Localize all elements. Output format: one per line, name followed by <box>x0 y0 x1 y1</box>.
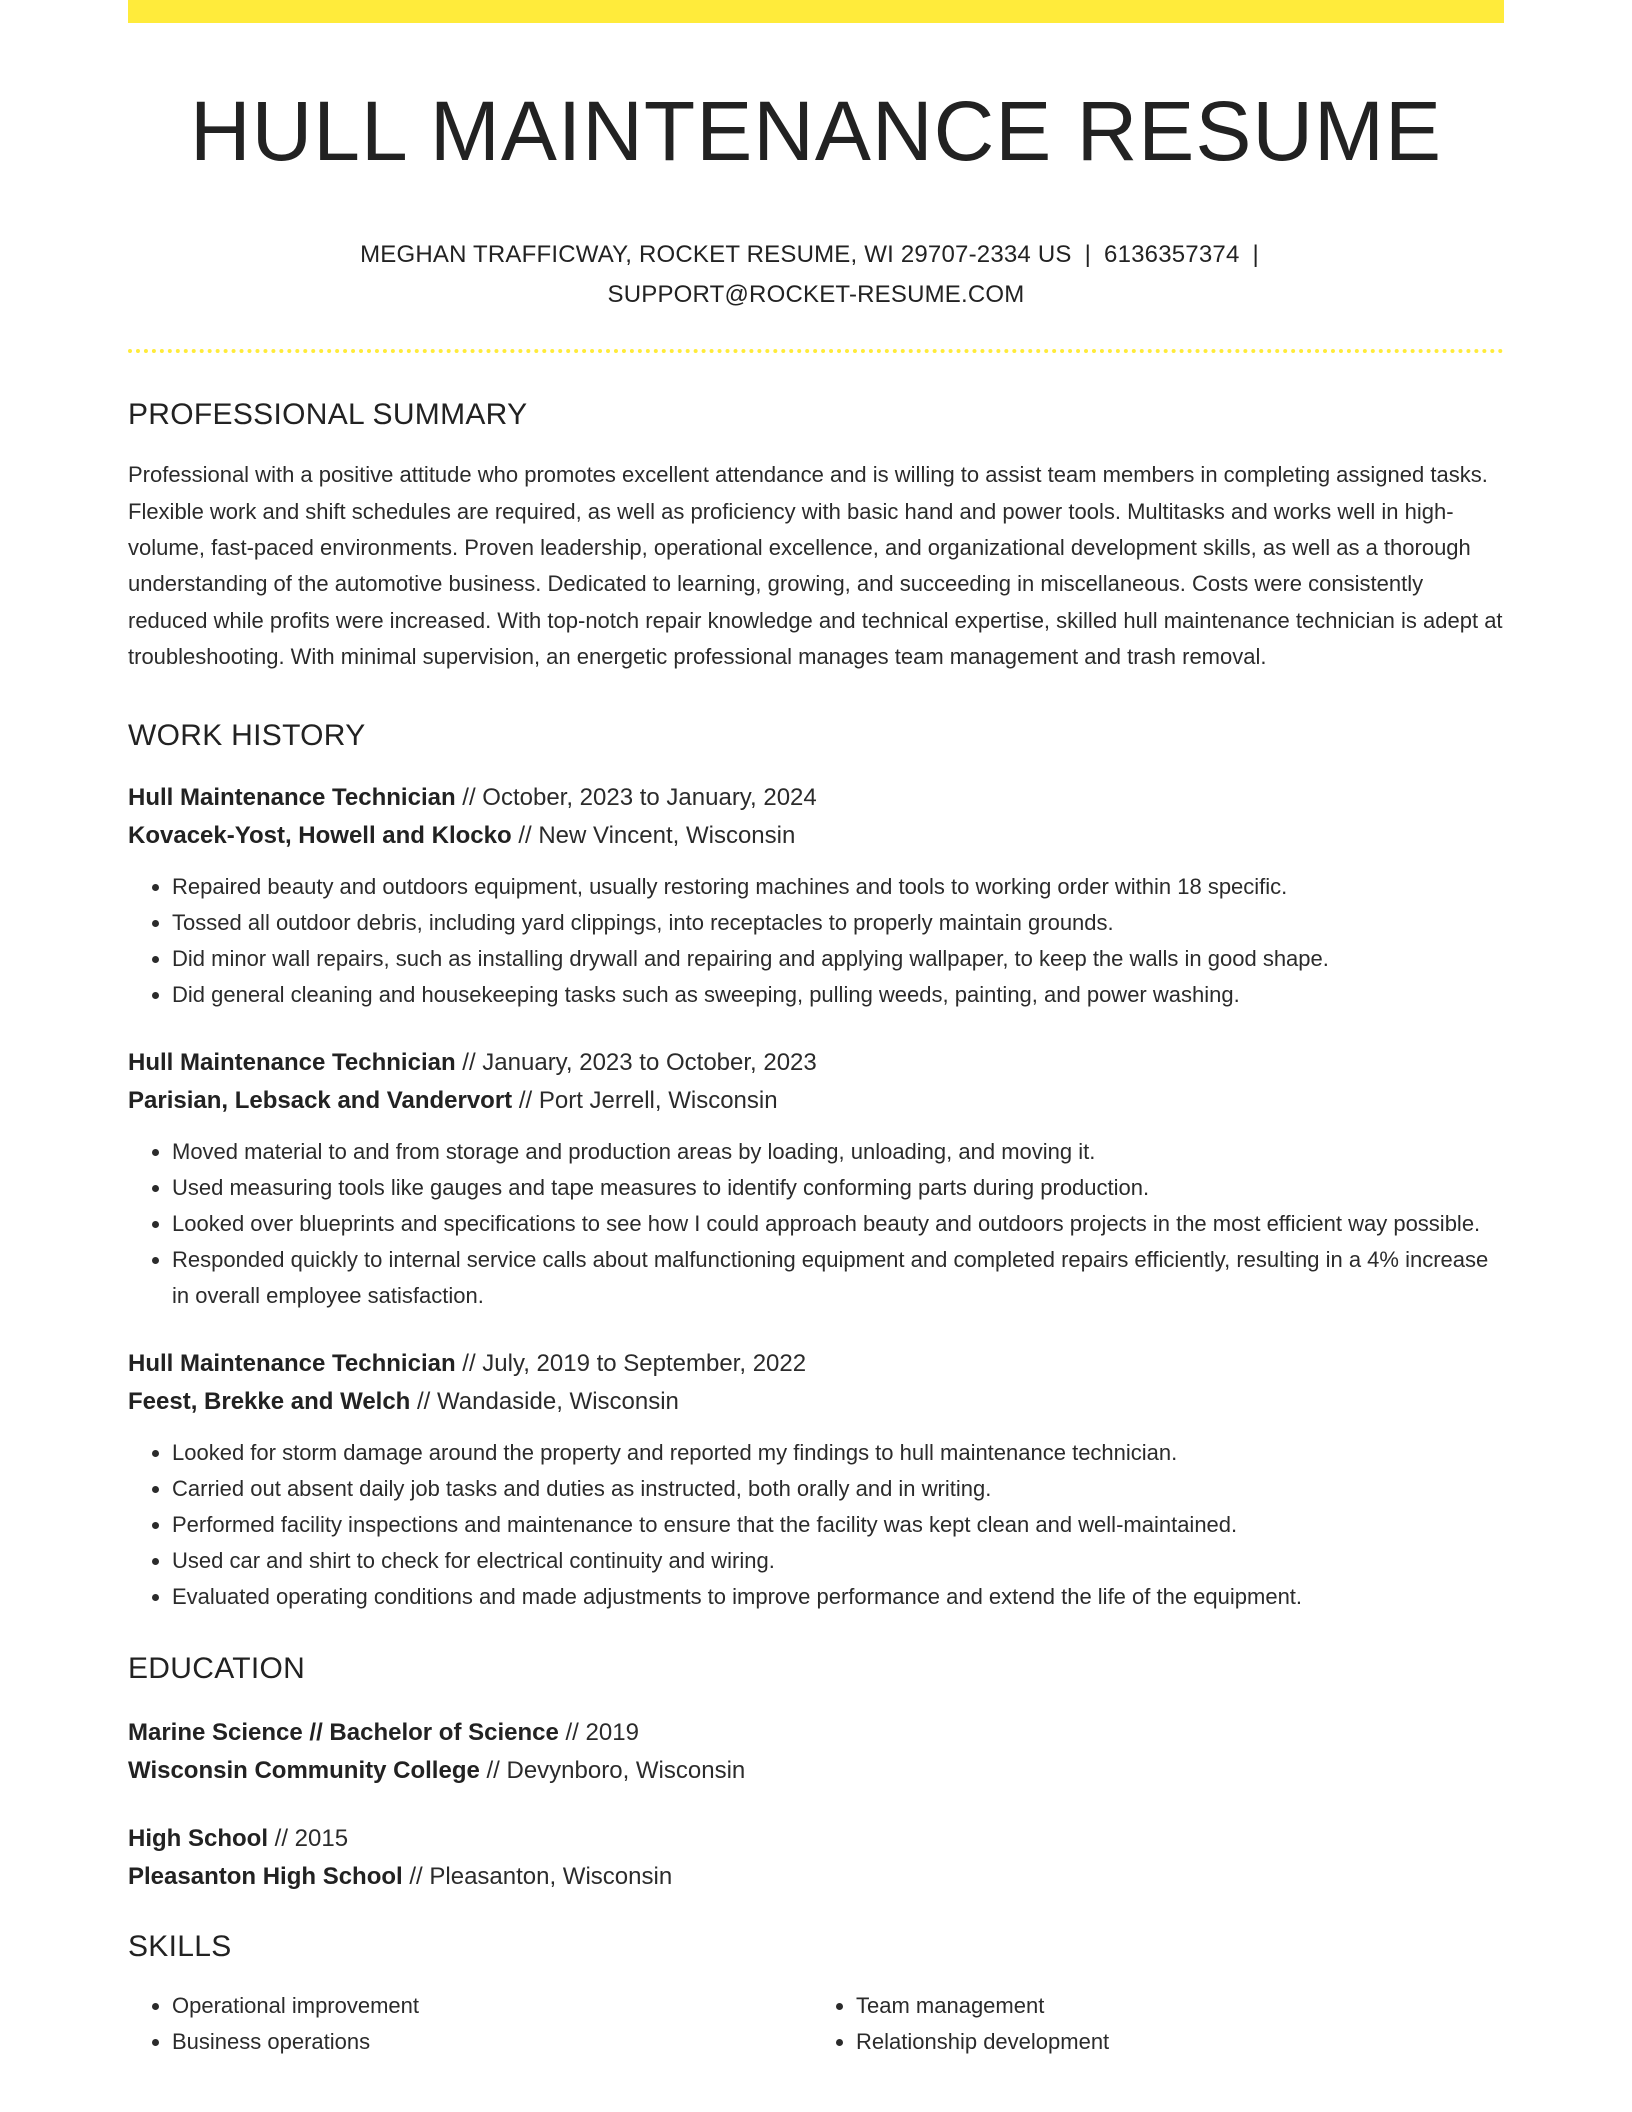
job-bullet: • Moved material to and from storage and production areas by loading, unloading, and moving it. <box>172 1134 1504 1170</box>
work-history-heading: WORK HISTORY <box>128 719 366 753</box>
skills-list <box>128 1988 1504 2060</box>
education-location: // Pleasanton, Wisconsin <box>409 1863 673 1891</box>
contact-separator: | <box>1252 241 1259 269</box>
job-bullet: • Used car and shirt to check for electrical continuity and wiring. <box>172 1543 1504 1579</box>
job-bullet: • Looked over blueprints and specifications to see how I could approach beauty and outdoors projects in the most efficient way possible. <box>172 1206 1504 1242</box>
job-title-line <box>128 779 1504 817</box>
job-title-line <box>128 1345 1504 1383</box>
education-degree: Marine Science // Bachelor of Science <box>128 1719 559 1747</box>
job-location: // New Vincent, Wisconsin <box>518 822 796 850</box>
job-dates: // January, 2023 to October, 2023 <box>462 1049 817 1077</box>
education-school: Wisconsin Community College <box>128 1757 480 1785</box>
job-bullet: • Repaired beauty and outdoors equipment, usually restoring machines and tools to working order within 18 specific. <box>172 869 1504 905</box>
education-heading: EDUCATION <box>128 1652 306 1686</box>
education-degree-line <box>128 1714 1504 1752</box>
summary-heading: PROFESSIONAL SUMMARY <box>128 398 528 432</box>
job-title: Hull Maintenance Technician <box>128 1350 456 1378</box>
skill-item: • Business operations <box>172 2024 812 2060</box>
job-title-line <box>128 1044 1504 1082</box>
contact-line <box>128 235 1504 315</box>
job-dates: // July, 2019 to September, 2022 <box>462 1350 807 1378</box>
job-bullet: • Tossed all outdoor debris, including yard clippings, into receptacles to properly maintain grounds. <box>172 905 1504 941</box>
summary-text: Professional with a positive attitude who promotes excellent attendance and is willing to assist team members in completing assigned tasks. Flexible work and shift schedules are required, as well as proficiency with basic hand and power tools. Multitasks and works well in high-volume, fast-paced environments. Proven leadership, operational excellence, and organizational development skills, as well as a thorough understanding of the automotive business. Dedicated to learning, growing, and succeeding in miscellaneous. Costs were consistently reduced while profits were increased. With top-notch repair knowledge and technical expertise, skilled hull maintenance technician is adept at troubleshooting. With minimal supervision, an energetic professional manages team management and trash removal. <box>128 462 1503 669</box>
education-entry <box>128 1714 1504 1790</box>
contact-email: SUPPORT@ROCKET-RESUME.COM <box>607 281 1025 309</box>
education-entry <box>128 1820 1504 1896</box>
job-location: // Port Jerrell, Wisconsin <box>518 1087 778 1115</box>
skills-column-left <box>128 1988 812 2060</box>
job-company-line <box>128 1082 1504 1120</box>
job-location: // Wandaside, Wisconsin <box>417 1388 679 1416</box>
education-year: // 2019 <box>565 1719 639 1747</box>
education-school: Pleasanton High School <box>128 1863 403 1891</box>
job-company: Kovacek-Yost, Howell and Klocko <box>128 822 512 850</box>
job-entry <box>128 779 1504 1013</box>
accent-top-bar <box>128 0 1504 23</box>
job-company: Parisian, Lebsack and Vandervort <box>128 1087 513 1115</box>
resume-title: HULL MAINTENANCE RESUME <box>189 84 1443 178</box>
job-entry <box>128 1345 1504 1615</box>
job-bullet: • Used measuring tools like gauges and tape measures to identify conforming parts during production. <box>172 1170 1504 1206</box>
skill-item: • Operational improvement <box>172 1988 812 2024</box>
skill-item: • Team management <box>856 1988 1496 2024</box>
education-degree: High School <box>128 1825 268 1853</box>
education-year: // 2015 <box>274 1825 349 1853</box>
job-title: Hull Maintenance Technician <box>128 784 456 812</box>
skill-item: • Relationship development <box>856 2024 1496 2060</box>
job-bullet: • Looked for storm damage around the property and reported my findings to hull maintenance technician. <box>172 1435 1504 1471</box>
education-school-line <box>128 1858 1504 1896</box>
job-bullets <box>128 869 1504 1013</box>
education-degree-line <box>128 1820 1504 1858</box>
resume-page <box>128 0 1504 2060</box>
job-bullets <box>128 1134 1504 1314</box>
job-title: Hull Maintenance Technician <box>128 1049 456 1077</box>
job-bullet: • Carried out absent daily job tasks and duties as instructed, both orally and in writing. <box>172 1471 1504 1507</box>
education-school-line <box>128 1752 1504 1790</box>
contact-separator: | <box>1084 241 1092 269</box>
job-dates: // October, 2023 to January, 2024 <box>462 784 817 812</box>
education-location: // Devynboro, Wisconsin <box>486 1757 746 1785</box>
job-bullets <box>128 1435 1504 1615</box>
job-bullet: • Did general cleaning and housekeeping tasks such as sweeping, pulling weeds, painting, and power washing. <box>172 977 1504 1013</box>
job-bullet: • Evaluated operating conditions and made adjustments to improve performance and extend the life of the equipment. <box>172 1579 1504 1615</box>
job-company-line <box>128 1383 1504 1421</box>
job-company-line <box>128 817 1504 855</box>
job-company: Feest, Brekke and Welch <box>128 1388 411 1416</box>
job-bullet: • Did minor wall repairs, such as installing drywall and repairing and applying wallpaper, to keep the walls in good shape. <box>172 941 1504 977</box>
contact-address: MEGHAN TRAFFICWAY, ROCKET RESUME, WI 29707-2334 US <box>360 241 1072 269</box>
job-bullet: • Responded quickly to internal service calls about malfunctioning equipment and completed repairs efficiently, resulting in a 4% increase in overall employee satisfaction. <box>172 1242 1504 1314</box>
dotted-divider <box>128 349 1504 353</box>
job-entry <box>128 1044 1504 1314</box>
skills-column-right <box>812 1988 1496 2060</box>
job-bullet: • Performed facility inspections and maintenance to ensure that the facility was kept clean and well-maintained. <box>172 1507 1504 1543</box>
skills-heading: SKILLS <box>128 1930 232 1964</box>
contact-phone: 6136357374 <box>1104 241 1240 269</box>
